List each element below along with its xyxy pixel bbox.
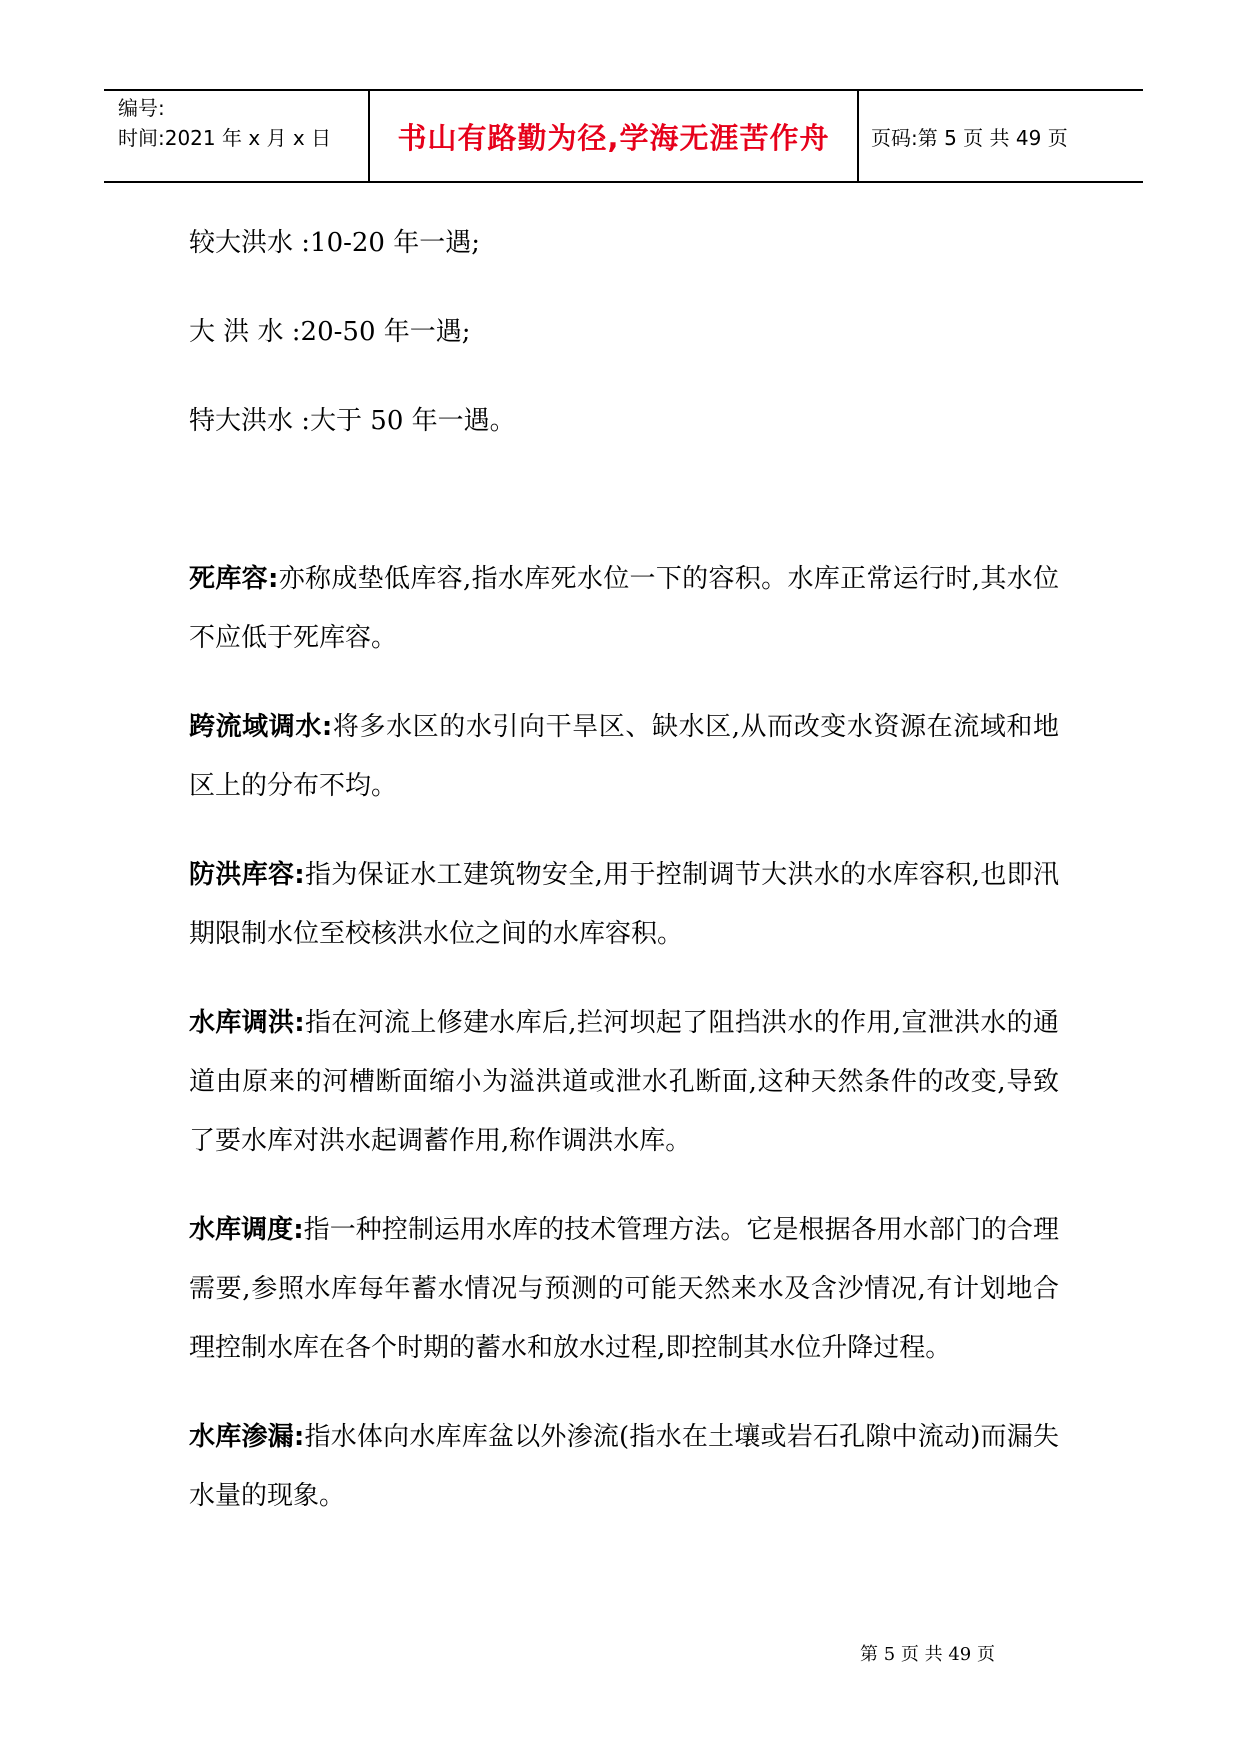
document-header: [104, 89, 1143, 183]
definition-text: 指在河流上修建水库后,拦河坝起了阻挡洪水的作用,宣泄洪水的通道由原来的河槽断面缩小为溢洪道或泄水孔断面,这种天然条件的改变,导致了要水库对洪水起调蓄作用,称作调洪水库。: [189, 1008, 1059, 1156]
definition-text: 指水体向水库库盆以外渗流(指水在土壤或岩石孔隙中流动)而漏失水量的现象。: [189, 1422, 1059, 1511]
definition-paragraph: [189, 698, 1059, 816]
definition-paragraph: [189, 1408, 1059, 1526]
flood-class-line: 特大洪水 :大于 50 年一遇。: [189, 406, 516, 436]
definition-paragraph: [189, 994, 1059, 1171]
definition-term: 水库调洪:: [189, 1008, 305, 1038]
definition-text: 指一种控制运用水库的技术管理方法。它是根据各用水部门的合理需要,参照水库每年蓄水情况与预测的可能天然来水及含沙情况,有计划地合理控制水库在各个时期的蓄水和放水过程,即控制其水位升降过程。: [189, 1215, 1059, 1363]
definition-text: 指为保证水工建筑物安全,用于控制调节大洪水的水库容积,也即汛期限制水位至校核洪水位之间的水库容积。: [189, 860, 1059, 949]
document-number-label: 编号:: [118, 96, 165, 120]
definition-term: 死库容:: [189, 564, 279, 594]
document-time-label: 时间:2021 年 x 月 x 日: [118, 126, 332, 150]
header-motto-cell: [368, 91, 859, 181]
header-page-label: 页码:第 5 页 共 49 页: [871, 125, 1068, 150]
flood-class-line: 较大洪水 :10-20 年一遇;: [189, 228, 481, 258]
document-body: [189, 218, 1059, 1556]
definition-term: 防洪库容:: [189, 860, 305, 890]
definition-paragraph: [189, 550, 1059, 668]
definition-text: 亦称成垫低库容,指水库死水位一下的容积。水库正常运行时,其水位不应低于死库容。: [189, 564, 1059, 653]
header-page-cell: [859, 91, 1143, 181]
header-motto: 书山有路勤为径,学海无涯苦作舟: [397, 120, 830, 155]
page-footer: 第 5 页 共 49 页: [860, 1644, 995, 1665]
definition-term: 水库渗漏:: [189, 1422, 305, 1452]
flood-class-line: 大 洪 水 :20-50 年一遇;: [189, 317, 471, 347]
definition-term: 水库调度:: [189, 1215, 304, 1245]
definition-term: 跨流域调水:: [189, 712, 333, 742]
definition-paragraph: [189, 1201, 1059, 1378]
definition-text: 将多水区的水引向干旱区、缺水区,从而改变水资源在流域和地区上的分布不均。: [189, 712, 1059, 801]
header-left-cell: [104, 91, 368, 181]
definition-paragraph: [189, 846, 1059, 964]
